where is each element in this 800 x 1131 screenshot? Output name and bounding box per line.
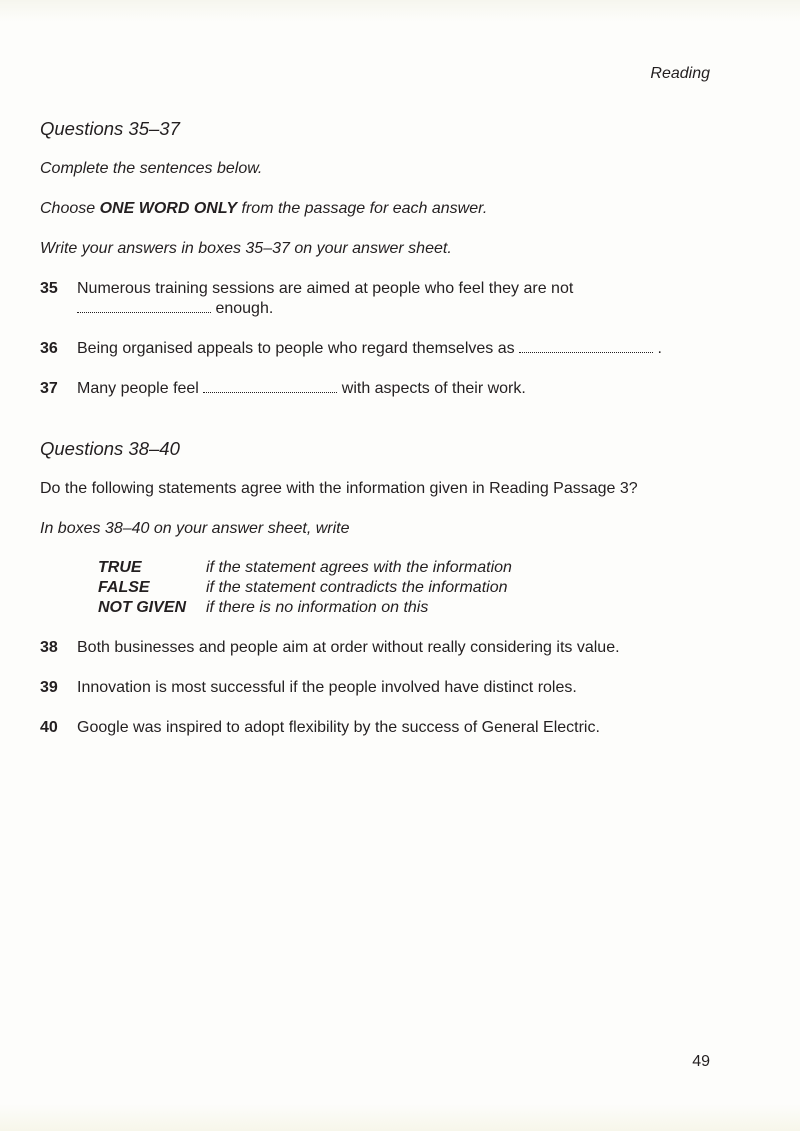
- question-text-39: Innovation is most successful if the people involved have distinct roles.: [77, 679, 577, 696]
- question-number-35: 35: [40, 280, 58, 297]
- question-text-40: Google was inspired to adopt flexibility by the success of General Electric.: [77, 719, 600, 736]
- question-text-36: Being organised appeals to people who regard themselves as .: [77, 340, 662, 357]
- key-term-true: TRUE: [98, 559, 142, 576]
- scan-edge-top: [0, 0, 800, 22]
- key-desc-true: if the statement agrees with the information: [206, 559, 512, 576]
- question-text-37: Many people feel with aspects of their work.: [77, 380, 526, 397]
- answer-gap-37: [203, 380, 337, 393]
- instruction-write: Write your answers in boxes 35–37 on your answer sheet.: [40, 240, 452, 257]
- scan-edge-bottom: [0, 1104, 800, 1131]
- key-desc-not-given: if there is no information on this: [206, 599, 429, 616]
- question-number-37: 37: [40, 380, 58, 397]
- section-label: Reading: [650, 65, 710, 82]
- question-number-39: 39: [40, 679, 58, 696]
- questions-35-37-heading: Questions 35–37: [40, 118, 180, 139]
- key-term-not-given: NOT GIVEN: [98, 599, 187, 616]
- answer-gap-36: [519, 340, 653, 353]
- question-text-35: Numerous training sessions are aimed at people who feel they are not: [77, 280, 574, 297]
- question-number-38: 38: [40, 639, 58, 656]
- instruction-boxes: In boxes 38–40 on your answer sheet, write: [40, 520, 350, 537]
- question-text-35-line2: enough.: [77, 299, 273, 319]
- answer-gap-35: [77, 300, 211, 313]
- instruction-agree: Do the following statements agree with the information given in Reading Passage 3?: [40, 480, 638, 497]
- question-number-40: 40: [40, 719, 58, 736]
- instruction-choose: Choose ONE WORD ONLY from the passage for each answer.: [40, 200, 488, 217]
- key-desc-false: if the statement contradicts the information: [206, 579, 508, 596]
- instruction-complete: Complete the sentences below.: [40, 160, 263, 177]
- questions-38-40-heading: Questions 38–40: [40, 438, 180, 459]
- question-number-36: 36: [40, 340, 58, 357]
- page-number: 49: [692, 1053, 710, 1070]
- key-term-false: FALSE: [98, 579, 150, 596]
- question-text-38: Both businesses and people aim at order without really considering its value.: [77, 639, 620, 656]
